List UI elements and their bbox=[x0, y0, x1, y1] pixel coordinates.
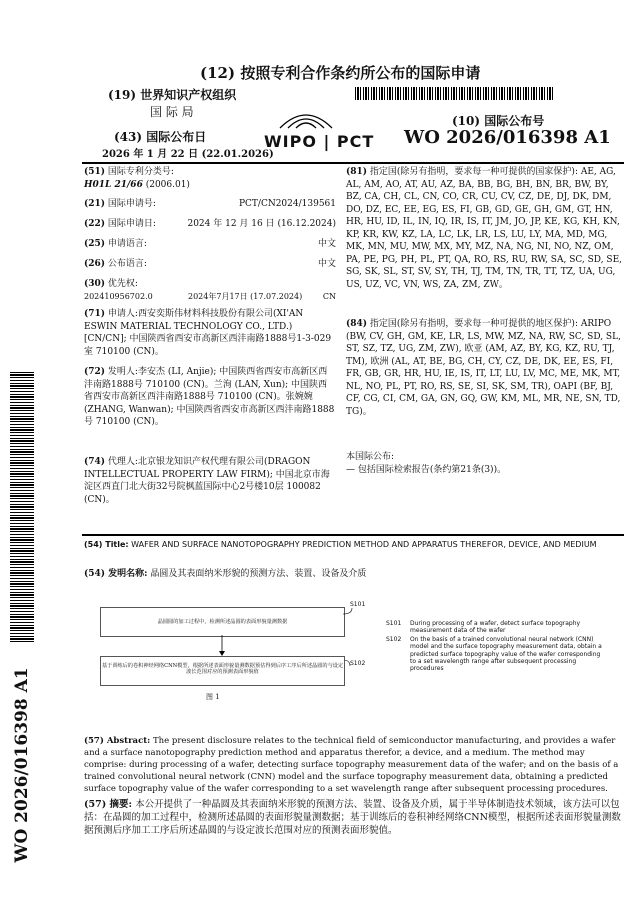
pub-date-value: 2026 年 1 月 22 日 (22.01.2026) bbox=[102, 149, 274, 160]
field-26: (26) 公布语言: 中文 bbox=[84, 259, 336, 269]
pubno-label: (10) 国际公布号 bbox=[452, 114, 545, 128]
field-81: (81) 指定国(除另有指明，要求每一种可提供的国家保护): AE, AG, AL, AM, AO, AT, AU, AZ, BA, BB, BG, BH, BN, BR, BW, BY, BZ, CA, CH, CL, CN, CO, CR, CU, CV, CZ, DE, DJ, DK, DM, DO, DZ, EC, EE, EG, ES, FI, GB, GD, GE, GH, GM, GT, HN, HR, HU, ID, IL, IN, IQ, IR, IS, IT, JM, JO, JP, KE, KG, KH, KN, KP, KR, KW, KZ, LA, LC, LK, LR, LS, LU, LY, MA, MD, MG, MK, MN, MU, MW, MX, MY, MZ, NA, NG, NI, NO, NZ, OM, PA, PE, PG, PH, PL, PT, QA, RO, RS, RU, RW, SA, SC, SD, SE, SG, SK, SL, ST, SV, SY, TH, TJ, TM, TN, TR, TT, TZ, UA, UG, US, UZ, VC, VN, WS, ZA, ZM, ZW。 bbox=[346, 167, 623, 290]
field-30: (30) 优先权: 202410956702.0 2024年7月17日 (17.07.2024) CN bbox=[84, 279, 336, 301]
field-22: (22) 国际申请日: 2024 年 12 月 16 日 (16.12.2024) bbox=[84, 219, 336, 229]
field-74: (74) 代理人:北京银龙知识产权代理有限公司(DRAGON INTELLECTUAL PROPERTY LAW FIRM); 中国北京市海淀区西直门北大街32号院枫蓝国际中心2号楼10层 100082 (CN)。 bbox=[84, 457, 330, 505]
field-51: (51) 国际专利分类号: H01L 21/66 (2006.01) bbox=[84, 167, 190, 190]
left-publication-number: WO 2026/016398 A1 bbox=[12, 667, 32, 863]
title-en: (54) Title: WAFER AND SURFACE NANOTOPOGRAPHY PREDICTION METHOD AND APPARATUS THEREFOR, DEVICE, AND MEDIUM bbox=[84, 540, 597, 549]
abstract-zh: (57) 摘要: 本公开提供了一种晶圆及其表面纳米形貌的预测方法、装置、设备及介质，属于半导体制造技术领域，该方法可以包括：在晶圆的加工过程中，检测所述晶圆的表面形貌量测数据；基于训练后的卷积神经网络CNN模型，根据所述表面形貌量测数据预测后序加工工序后所述晶圆的与设定波长范围对应的预测表面形貌值。 bbox=[84, 799, 621, 836]
legend-row-s101: S101 During processing of a wafer, detect surface topography measurement data of the wafer bbox=[386, 620, 581, 635]
title-zh: (54) 发明名称: 晶圆及其表面纳米形貌的预测方法、装置、设备及介质 bbox=[84, 569, 367, 579]
document-title: (12) 按照专利合作条约所公布的国际申请 bbox=[200, 64, 481, 82]
wipo-org: (19) 世界知识产权组织 bbox=[108, 88, 237, 102]
field-25: (25) 申请语言: 中文 bbox=[84, 239, 336, 249]
figure-legend bbox=[386, 620, 608, 673]
step-label-s101: S101 bbox=[350, 601, 366, 608]
field-21: (21) 国际申请号: PCT/CN2024/139561 bbox=[84, 199, 336, 209]
step-label-s102: S102 bbox=[350, 660, 366, 667]
flow-box-s101: 晶圆圆的加工过程中，检测所述晶圆的表面形貌量测数据 bbox=[100, 607, 345, 637]
wipo-pct-logo: WIPO | PCT bbox=[264, 132, 375, 151]
field-72: (72) 发明人:李安杰 (LI, Anjie); 中国陕西省西安市高新区西沣南路1888号 710100 (CN)。兰洵 (LAN, Xun); 中国陕西省西安市高新区西沣南路1888号 710100 (CN)。张婉婉 (ZHANG, Wanwan); 中国陕西省西安市高新区西沣南路1888号 710100 (CN)。 bbox=[84, 367, 335, 427]
field-84: (84) 指定国(除另有指明，要求每一种可提供的地区保护): ARIPO (BW, CV, GH, GM, KE, LR, LS, MW, MZ, NA, RW, SC, SD, SL, ST, SZ, TZ, UG, ZM, ZW), 欧亚 (AM, AZ, BY, KG, KZ, RU, TJ, TM), 欧洲 (AL, AT, BE, BG, CH, CY, CZ, DE, DK, EE, ES, FI, FR, GB, GR, HR, HU, IE, IS, IT, LT, LU, LV, MC, ME, MK, MT, NL, NO, PL, PT, RO, RS, SE, SI, SK, SM, TR), OAPI (BF, BJ, CF, CG, CI, CM, GA, GN, GQ, GW, KM, ML, MR, NE, SN, TD, TG)。 bbox=[346, 319, 621, 417]
pubno-value: WO 2026/016398 A1 bbox=[404, 127, 611, 148]
published-label: 本国际公布: bbox=[346, 452, 395, 462]
legend-row-s102: S102 On the basis of a trained convolutional neural network (CNN) model and the surface topography measurement data, obtain a predicted surface topography value of the wafer corresponding to a set wavelength range after subsequent processing procedures bbox=[386, 635, 602, 673]
flow-box-s102: 基于训练后的卷积神经网络CNN模型，根据所述表面形貌量测数据预估得到后序工序后所述晶圆的与设定波长范围对应的预测表面形貌值 bbox=[100, 656, 345, 686]
wipo-bureau: 国 际 局 bbox=[150, 105, 194, 119]
figure-caption: 图 1 bbox=[206, 693, 220, 701]
abstract-en: (57) Abstract: The present disclosure relates to the technical field of semiconductor manufacturing, and provides a wafer and a surface nanotopography prediction method and apparatus therefor, a device, and a medium. The method may comprise: during processing of a wafer, detecting surface topography measurement data of the wafer; and on the basis of a trained convolutional neural network (CNN) model and the surface topography measurement data, obtaining a predicted surface topography value of the wafer corresponding to a set wavelength range after subsequent processing procedures. bbox=[84, 736, 619, 794]
field-71: (71) 申请人:西安奕斯伟材料科技股份有限公司(XI'AN ESWIN MATERIAL TECHNOLOGY CO., LTD.) [CN/CN]; 中国陕西省西安市高新区西沣南路1888号1-3-029室 710100 (CN)。 bbox=[84, 309, 332, 357]
published-item: — 包括国际检索报告(条约第21条(3))。 bbox=[346, 465, 507, 475]
pub-date-label: (43) 国际公布日 bbox=[114, 130, 207, 144]
